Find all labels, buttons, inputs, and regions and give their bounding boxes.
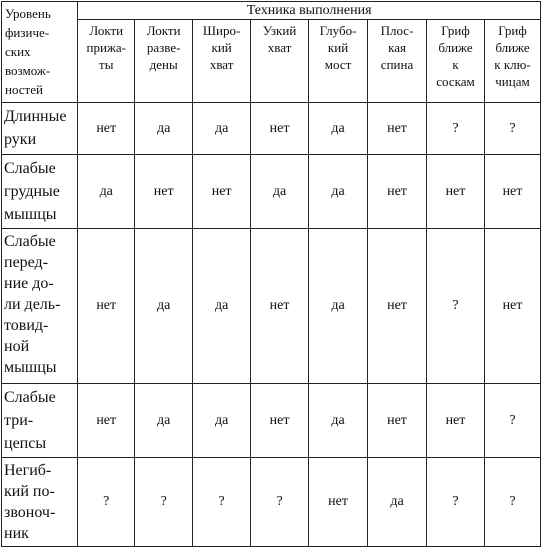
column-header-line: кий [327,40,349,55]
column-header [484,20,540,103]
table-cell: нет [78,384,135,458]
corner-header-cell [2,2,78,103]
table-cell: нет [368,384,427,458]
table-cell: да [251,155,309,229]
table-cell: нет [78,103,135,155]
table-cell: нет [251,384,309,458]
corner-line: физиче- [5,25,50,40]
header-row-1 [2,2,541,20]
row-label [2,229,78,384]
row-label-line: ник [4,525,29,542]
column-header-line: кий [211,40,232,55]
row-label [2,155,78,229]
column-header [193,20,251,103]
table-cell: нет [193,155,251,229]
row-label-line: кий по- [4,483,55,500]
column-header-line: ближе [438,40,473,55]
table-cell: ? [78,458,135,547]
table-cell: да [135,103,193,155]
table-cell: да [309,229,368,384]
corner-line: Уровень [5,6,51,21]
table-cell: да [309,103,368,155]
table-cell: ? [484,458,540,547]
column-header-line: хват [209,57,234,72]
group-header-title: Техника выполнения [78,2,541,20]
table-cell: нет [78,229,135,384]
column-header-line: к клю- [494,57,531,72]
table-cell: ? [251,458,309,547]
column-header-line: кая [388,40,406,55]
table-cell: да [193,229,251,384]
table-cell: да [135,229,193,384]
column-header-line: хват [267,40,292,55]
table-cell: ? [484,103,540,155]
column-header-line: Гриф [498,23,527,38]
row-label-line: Негиб- [4,462,52,479]
row-label-line: мышцы [4,359,57,376]
table-cell: ? [427,458,485,547]
table-cell: нет [427,384,485,458]
table-cell: да [309,155,368,229]
corner-line: ностей [5,82,43,97]
table-cell: нет [368,103,427,155]
table-cell: да [135,384,193,458]
column-header-line: ты [99,57,114,72]
column-header-line: мост [324,57,352,72]
row-label-line: цепсы [4,435,47,452]
table-cell: нет [484,155,540,229]
table-cell: ? [427,103,485,155]
column-header-line: спина [380,57,414,72]
column-header-line: разве- [146,40,181,55]
table-cell: нет [309,458,368,547]
column-header-line: Плос- [380,23,414,38]
column-header [309,20,368,103]
table-row [2,458,541,547]
table-cell: ? [135,458,193,547]
table-row [2,103,541,155]
table-cell: ? [427,229,485,384]
table-cell: да [309,384,368,458]
corner-line: возмож- [5,63,51,78]
table-row [2,384,541,458]
table-cell: нет [251,103,309,155]
table-cell: ? [193,458,251,547]
column-header [368,20,427,103]
row-label-line: ние до- [4,275,54,292]
row-label-line: Длинные [4,108,67,125]
technique-table [1,1,541,547]
row-label [2,458,78,547]
column-header [427,20,485,103]
table-cell: нет [427,155,485,229]
row-label [2,384,78,458]
column-header-line: соскам [436,74,475,89]
header-row-2 [2,20,541,103]
table-cell: да [193,384,251,458]
row-label-line: ли дель- [4,296,61,313]
column-header-line: Локти [89,23,124,38]
table-cell: нет [135,155,193,229]
column-header-line: Гриф [441,23,470,38]
row-label [2,103,78,155]
column-header-line: дены [149,57,178,72]
table-row [2,229,541,384]
table-cell: нет [368,155,427,229]
row-label-line: перед- [4,254,49,271]
table-cell: ? [484,384,540,458]
table-cell: да [193,103,251,155]
row-label-line: мышцы [4,206,57,223]
row-label-line: звоноч- [4,504,56,521]
row-label-line: ной [4,338,30,355]
column-header [251,20,309,103]
column-header-line: ближе [495,40,530,55]
column-header-line: прижа- [86,40,126,55]
table-cell: нет [368,229,427,384]
row-label-line: Слабые [4,389,56,406]
column-header-line: Локти [146,23,181,38]
row-label-line: Слабые [4,233,56,250]
column-header-line: чицам [495,74,530,89]
row-label-line: товид- [4,317,49,334]
table-cell: да [368,458,427,547]
row-label-line: Слабые [4,160,56,177]
table-cell: да [78,155,135,229]
corner-line: ских [5,44,31,59]
column-header-line: Глубо- [319,23,357,38]
row-label-line: три- [4,412,34,429]
column-header [135,20,193,103]
row-label-line: руки [4,131,37,148]
column-header-line: к [452,57,459,72]
table-row [2,155,541,229]
row-label-line: грудные [4,183,60,200]
column-header-line: Широ- [202,23,241,38]
table-cell: нет [251,229,309,384]
column-header [78,20,135,103]
table-cell: нет [484,229,540,384]
column-header-line: Узкий [262,23,297,38]
